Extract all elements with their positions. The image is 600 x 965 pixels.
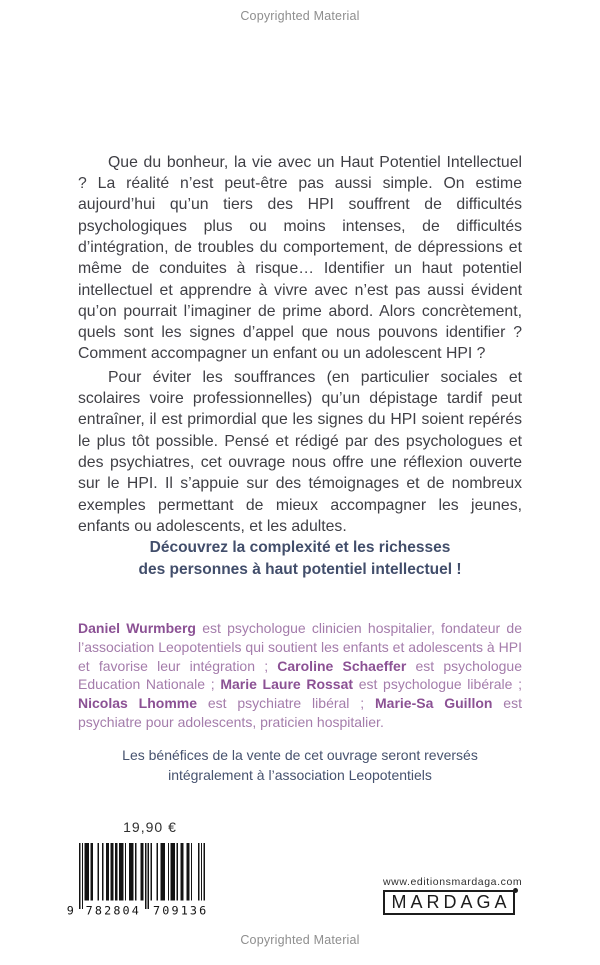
author-bios: [78, 619, 522, 732]
charity-note-line-2: intégralement à l’association Leopotentiels: [168, 766, 432, 783]
tagline-line-2: des personnes à haut potentiel intellectuel !: [138, 561, 462, 578]
tagline-line-1: Découvrez la complexité et les richesses: [149, 539, 451, 556]
copyright-banner-bottom: Copyrighted Material: [240, 933, 360, 947]
charity-note: [78, 746, 522, 785]
mardaga-logo: [383, 890, 515, 915]
author-name: Caroline Schaeffer: [277, 657, 407, 674]
author-name: Marie-Sa Guillon: [375, 695, 493, 712]
tagline: [78, 537, 522, 581]
author-bio-text: est psychiatre libéral ;: [197, 695, 376, 712]
author-name: Nicolas Lhomme: [78, 695, 197, 712]
publisher-website: www.editionsmardaga.com: [383, 876, 523, 888]
barcode-digits: 782804: [85, 903, 142, 918]
author-bio-text: est psychologue Education Nationale ;: [78, 657, 522, 693]
author-bio-text: est psychologue clinicien hospitalier, fondateur de l’association Leopotentiels qui soutient les enfants et adolescents à HPI et favorise leur intégration ;: [78, 620, 523, 674]
barcode-digits: 9: [66, 903, 76, 918]
publisher-block: [383, 876, 523, 915]
barcode: [66, 843, 218, 923]
barcode-digits: 709136: [153, 903, 209, 918]
charity-note-line-1: Les bénéfices de la vente de cet ouvrage seront reversés: [122, 747, 478, 763]
mardaga-logo-text: MARDAGA: [391, 892, 511, 912]
author-name: Marie Laure Rossat: [220, 676, 354, 693]
copyright-banner-top: Copyrighted Material: [240, 9, 360, 23]
synopsis-paragraph-1: Que du bonheur, la vie avec un Haut Potentiel Intellectuel ? La réalité n’est peut-être pas aussi simple. On estime aujourd’hui qu’un tiers des HPI souffrent de difficultés psychologiques plus ou moins intenses, de difficultés d’intégration, de troubles du comportement, de dépressions et même de conduites à risque… Identifier un haut potentiel intellectuel et apprendre à vivre avec n’est pas aussi évident qu’on pourrait l’imaginer de prime abord. Alors concrètement, quels sont les signes d’appel que nous pouvons identifier ? Comment accompagner un enfant ou un adolescent HPI ?: [78, 153, 522, 363]
price-label: 19,90 €: [123, 819, 177, 835]
barcode-svg: [66, 843, 218, 918]
author-name: Daniel Wurmberg: [78, 620, 196, 636]
author-bio-text: est psychiatre pour adolescents, praticien hospitalier.: [78, 695, 522, 730]
mardaga-logo-dot: [513, 888, 518, 893]
synopsis-paragraph-2: Pour éviter les souffrances (en particulier sociales et scolaires voire professionnelles) qu’un dépistage tardif peut entraîner, il est primordial que les signes du HPI soient repérés le plus tôt possible. Pensé et rédigé par des psychologues et des psychiatres, cet ouvrage nous offre une réflexion ouverte sur le HPI. Il s’appuie sur des témoignages et de nombreux exemples permettant de mieux accompagner les jeunes, enfants ou adolescents, et les adultes.: [78, 368, 522, 535]
author-bio-text: est psychologue libérale ;: [353, 676, 523, 693]
